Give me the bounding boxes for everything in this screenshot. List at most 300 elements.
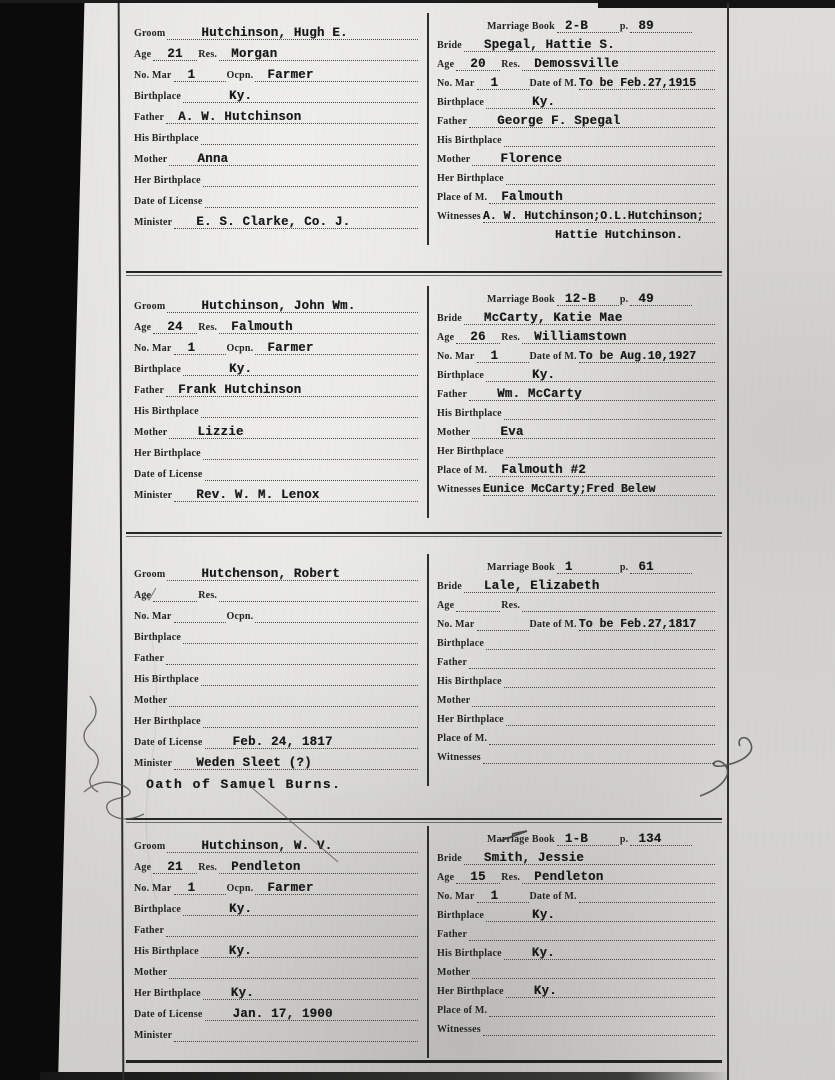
mother-label: Mother [134,967,168,978]
field-line [469,387,715,401]
groom-no-mar-value: 1 [187,881,196,895]
ocpn-label: Ocpn. [226,343,254,354]
his-birthplace-label: His Birthplace [437,135,502,146]
bride-age-value: 26 [470,330,486,344]
field-line [255,881,418,895]
res-label: Res. [501,332,521,343]
res-label: Res. [501,600,521,611]
place-of-m-row [437,998,716,1017]
bride-no-mar-value: 1 [490,889,499,903]
bride-father-value: George F. Spegal [497,114,621,128]
witnesses-row [437,745,716,764]
field-line [472,706,715,707]
no-mar-label: No. Mar [437,351,475,362]
field-line [169,152,418,166]
his-birthplace-label: His Birthplace [134,946,199,957]
scan-edge-top-right [598,0,835,8]
field-line [522,870,715,884]
field-line [477,889,529,903]
field-line [464,38,715,52]
field-line [167,839,418,853]
bride-her-birthplace-row [437,979,716,998]
field-line [630,560,692,574]
witnesses-label: Witnesses [437,1024,481,1035]
bride-mother-row [437,688,716,707]
groom-minister-row [134,481,419,502]
groom-label: Groom [134,28,166,39]
groom-minister-row [134,1021,419,1042]
groom-her-birthplace-row [134,166,419,187]
her-birthplace-label: Her Birthplace [134,716,201,727]
groom-mother-row [134,418,419,439]
field-line [472,152,715,166]
marriage-page-value: 89 [638,19,654,33]
field-line [486,908,715,922]
field-line [201,944,418,958]
bride-date-of-m-value: To be Feb.27,1915 [578,77,697,90]
field-line [486,649,715,650]
groom-card [126,283,427,535]
field-line [174,756,418,770]
mother-label: Mother [134,695,168,706]
marriage-book-label: Marriage Book [487,834,555,845]
field-line [489,744,715,745]
groom-nomar-ocpn-row [134,602,419,623]
ocpn-label: Ocpn. [226,611,254,622]
groom-nomar-ocpn-row [134,874,419,895]
marriage-book-label: Marriage Book [487,294,555,305]
no-mar-label: No. Mar [437,891,475,902]
witnesses-label: Witnesses [437,211,481,222]
her-birthplace-label: Her Birthplace [134,175,201,186]
bride-age-res-row [437,52,716,71]
father-label: Father [437,657,468,668]
minister-label: Minister [134,758,173,769]
field-line [169,706,418,707]
marriage-record [126,823,724,1075]
bride-age-res-row [437,593,716,612]
bride-mother-row [437,147,716,166]
field-line [464,851,715,865]
field-line [504,146,715,147]
marriage-book-value: 2-B [564,19,588,33]
age-label: Age [437,332,455,343]
birthplace-label: Birthplace [134,632,181,643]
groom-his-birthplace-row [134,665,419,686]
father-label: Father [437,929,468,940]
field-line [506,457,715,458]
bride-father-value: Wm. McCarty [497,387,582,401]
no-mar-label: No. Mar [134,611,172,622]
groom-mother-value: Lizzie [197,425,244,439]
his-birthplace-label: His Birthplace [437,408,502,419]
bride-res-value: Pendleton [534,870,604,884]
witnesses-second-line [437,1036,716,1055]
bride-his-birthplace-row [437,941,716,960]
bride-mother-row [437,420,716,439]
groom-date-of-license-row [134,728,419,749]
witnesses2-value: Hattie Hutchinson. [555,229,683,242]
groom-minister-value: E. S. Clarke, Co. J. [196,215,351,229]
groom-card [126,10,427,262]
date-of-license-label: Date of License [134,469,203,480]
marriage-book-value: 1 [564,560,573,574]
page-label: p. [619,294,629,305]
field-line [174,622,226,623]
field-line [167,299,418,313]
field-line [174,341,226,355]
father-label: Father [134,925,165,936]
place-of-m-label: Place of M. [437,192,488,203]
groom-minister-row [134,208,419,229]
groom-birthplace-value: Ky. [229,362,253,376]
field-line [219,601,418,602]
date-of-m-label: Date of M. [529,351,577,362]
witnesses-second-line [437,223,716,242]
bride-his-birthplace-row [437,128,716,147]
field-line [183,89,418,103]
her-birthplace-label: Her Birthplace [437,714,504,725]
bride-name-row [437,574,716,593]
groom-name-row [134,292,419,313]
card-bottom-border [126,1060,722,1063]
field-line [630,832,692,846]
field-line [183,362,418,376]
date-of-m-label: Date of M. [529,78,577,89]
groom-age-value: 24 [167,320,183,334]
marriage-page-value: 134 [638,832,662,846]
witnesses-label: Witnesses [437,752,481,763]
date-of-m-label: Date of M. [529,619,577,630]
birthplace-label: Birthplace [134,904,181,915]
date-of-license-label: Date of License [134,1009,203,1020]
groom-birthplace-row [134,623,419,644]
bride-card [429,283,724,535]
field-line [174,488,418,502]
bride-name-row [437,846,716,865]
field-line [504,946,715,960]
bride-her-birthplace-row [437,439,716,458]
father-label: Father [134,385,165,396]
witnesses-second-line [437,496,716,515]
bride-nomar-dateofm-row [437,884,716,903]
witnesses-second-line [437,764,716,783]
his-birthplace-label: His Birthplace [437,948,502,959]
bride-date-of-m-value: To be Aug.10,1927 [578,350,697,363]
res-label: Res. [198,322,218,333]
bride-father-row [437,650,716,669]
groom-father-row [134,376,419,397]
father-label: Father [134,112,165,123]
birthplace-label: Birthplace [437,910,484,921]
field-line [522,611,715,612]
ocpn-label: Ocpn. [226,70,254,81]
bride-nomar-dateofm-row [437,344,716,363]
field-line [201,144,418,145]
field-line [630,292,692,306]
place-of-m-value: Falmouth [501,190,563,204]
marriage-book-label: Marriage Book [487,21,555,32]
age-label: Age [437,59,455,70]
groom-no-mar-value: 1 [187,68,196,82]
no-mar-label: No. Mar [134,70,172,81]
field-line [203,186,418,187]
witnesses-row [437,477,716,496]
groom-res-value: Falmouth [231,320,293,334]
groom-birthplace-row [134,895,419,916]
scan-edge-left [0,0,88,1080]
field-line [456,57,500,71]
place-of-m-row [437,185,716,204]
field-line [174,215,418,229]
field-line [489,463,715,477]
age-label: Age [134,49,152,60]
field-line [579,902,715,903]
groom-father-row [134,103,419,124]
his-birthplace-label: His Birthplace [134,133,199,144]
field-line [153,320,197,334]
bride-birthplace-row [437,903,716,922]
bride-label: Bride [437,581,462,592]
mother-label: Mother [437,427,471,438]
marriage-page-value: 49 [638,292,654,306]
age-label: Age [437,872,455,883]
groom-father-row [134,916,419,937]
field-line [469,940,715,941]
record-separator-2 [126,532,722,537]
field-line [522,57,715,71]
birthplace-label: Birthplace [437,97,484,108]
bride-age-res-row [437,325,716,344]
field-line [166,664,418,665]
groom-age-value: 21 [167,860,183,874]
field-line [205,207,418,208]
field-line [201,685,418,686]
bride-name-value: Spegal, Hattie S. [483,38,615,52]
groom-name-value: Hutchinson, W. V. [201,839,333,853]
res-label: Res. [198,49,218,60]
page-label: p. [619,834,629,845]
groom-date-of-license-row [134,460,419,481]
groom-name-value: Hutchinson, John Wm. [201,299,356,313]
field-line [504,687,715,688]
marriage-book-value: 1-B [564,832,588,846]
marriage-book-row [437,555,716,574]
bride-birthplace-row [437,90,716,109]
bride-mother-value: Eva [500,425,524,439]
age-label: Age [134,862,152,873]
groom-no-mar-value: 1 [187,341,196,355]
field-line [183,643,418,644]
bride-age-value: 20 [470,57,486,71]
groom-mother-row [134,958,419,979]
field-line [489,1016,715,1017]
bride-her-birthplace-value: Ky. [533,984,557,998]
field-line [203,727,418,728]
bride-name-value: Lale, Elizabeth [483,579,600,593]
bride-label: Bride [437,853,462,864]
groom-mother-row [134,686,419,707]
res-label: Res. [198,590,218,601]
his-birthplace-label: His Birthplace [134,406,199,417]
groom-note-row [134,502,419,524]
field-line [472,425,715,439]
groom-minister-value: Rev. W. M. Lenox [196,488,320,502]
field-line [477,349,529,363]
bride-card [429,551,724,803]
field-line [166,383,418,397]
ocpn-label: Ocpn. [226,883,254,894]
birthplace-label: Birthplace [437,638,484,649]
groom-birthplace-row [134,355,419,376]
no-mar-label: No. Mar [134,343,172,354]
field-line [464,311,715,325]
bride-age-res-row [437,865,716,884]
date-of-license-label: Date of License [134,737,203,748]
groom-father-value: Frank Hutchinson [178,383,302,397]
field-line [477,630,529,631]
groom-date-of-license-row [134,187,419,208]
witnesses-label: Witnesses [437,484,481,495]
field-line [483,1035,715,1036]
age-label: Age [134,322,152,333]
field-line [578,618,715,631]
field-line [482,483,715,496]
field-line [456,611,500,612]
field-line [205,1007,418,1021]
bride-card [429,10,724,262]
no-mar-label: No. Mar [437,78,475,89]
groom-father-row [134,644,419,665]
groom-date-of-license-value: Jan. 17, 1900 [232,1007,333,1021]
groom-his-birthplace-row [134,124,419,145]
groom-her-birthplace-row [134,439,419,460]
birthplace-label: Birthplace [134,364,181,375]
field-line [489,190,715,204]
field-line [506,725,715,726]
field-line [153,601,197,602]
field-line [482,210,715,223]
marriage-record [126,283,724,535]
field-line [169,425,418,439]
groom-age-res-row [134,40,419,61]
card-left-border [118,3,125,1080]
groom-date-of-license-row [134,1000,419,1021]
marriage-page-value: 61 [638,560,654,574]
no-mar-label: No. Mar [437,619,475,630]
bride-birthplace-value: Ky. [532,368,556,382]
place-of-m-label: Place of M. [437,733,488,744]
bride-age-value: 15 [470,870,486,884]
groom-name-value: Hutchenson, Robert [201,567,340,581]
bride-res-value: Demossville [534,57,619,71]
groom-label: Groom [134,841,166,852]
marriage-record [126,551,724,803]
bride-father-row [437,109,716,128]
field-line [557,560,619,574]
father-label: Father [134,653,165,664]
groom-age-res-row [134,853,419,874]
field-line [506,184,715,185]
bride-father-row [437,382,716,401]
groom-nomar-ocpn-row [134,334,419,355]
bride-birthplace-row [437,631,716,650]
witnesses-value: Eunice McCarty;Fred Belew [482,483,656,496]
field-line [203,986,418,1000]
field-line [205,735,418,749]
mother-label: Mother [134,427,168,438]
groom-date-of-license-value: Feb. 24, 1817 [232,735,333,749]
groom-age-res-row [134,581,419,602]
groom-mother-row [134,145,419,166]
groom-mother-value: Anna [197,152,229,166]
field-line [166,936,418,937]
marriage-book-row [437,827,716,846]
place-of-m-row [437,458,716,477]
card-right-border [727,3,729,1080]
field-line [506,984,715,998]
field-line [578,350,715,363]
field-line [486,368,715,382]
field-line [578,77,715,90]
page-label: p. [619,562,629,573]
field-line [255,622,418,623]
groom-minister-row [134,749,419,770]
field-line [174,1041,418,1042]
bride-res-value: Williamstown [534,330,627,344]
father-label: Father [437,116,468,127]
his-birthplace-label: His Birthplace [134,674,199,685]
groom-her-birthplace-value: Ky. [230,986,254,1000]
marriage-book-row [437,287,716,306]
bride-no-mar-value: 1 [490,76,499,90]
field-line [472,978,715,979]
groom-note-row [134,229,419,251]
mother-label: Mother [437,154,471,165]
bride-nomar-dateofm-row [437,71,716,90]
field-line [456,870,500,884]
groom-name-row [134,832,419,853]
her-birthplace-label: Her Birthplace [437,446,504,457]
bride-mother-value: Florence [500,152,563,166]
groom-birthplace-row [134,82,419,103]
groom-age-res-row [134,313,419,334]
groom-ocpn-value: Farmer [267,341,314,355]
field-line [153,860,197,874]
field-line [174,68,226,82]
field-line [477,76,529,90]
witnesses-value: A. W. Hutchinson;O.L.Hutchinson; [482,210,704,223]
groom-birthplace-value: Ky. [229,902,253,916]
father-label: Father [437,389,468,400]
date-of-m-label: Date of M. [529,891,577,902]
bride-his-birthplace-row [437,669,716,688]
groom-card [126,823,427,1075]
groom-ocpn-value: Farmer [267,68,314,82]
her-birthplace-label: Her Birthplace [134,448,201,459]
date-of-license-label: Date of License [134,196,203,207]
field-line [504,419,715,420]
bride-name-value: McCarty, Katie Mae [483,311,623,325]
groom-res-value: Pendleton [231,860,301,874]
his-birthplace-label: His Birthplace [437,676,502,687]
field-line [469,668,715,669]
age-label: Age [134,590,152,601]
bride-his-birthplace-value: Ky. [531,946,555,960]
mother-label: Mother [134,154,168,165]
field-line [469,114,715,128]
groom-age-value: 21 [167,47,183,61]
